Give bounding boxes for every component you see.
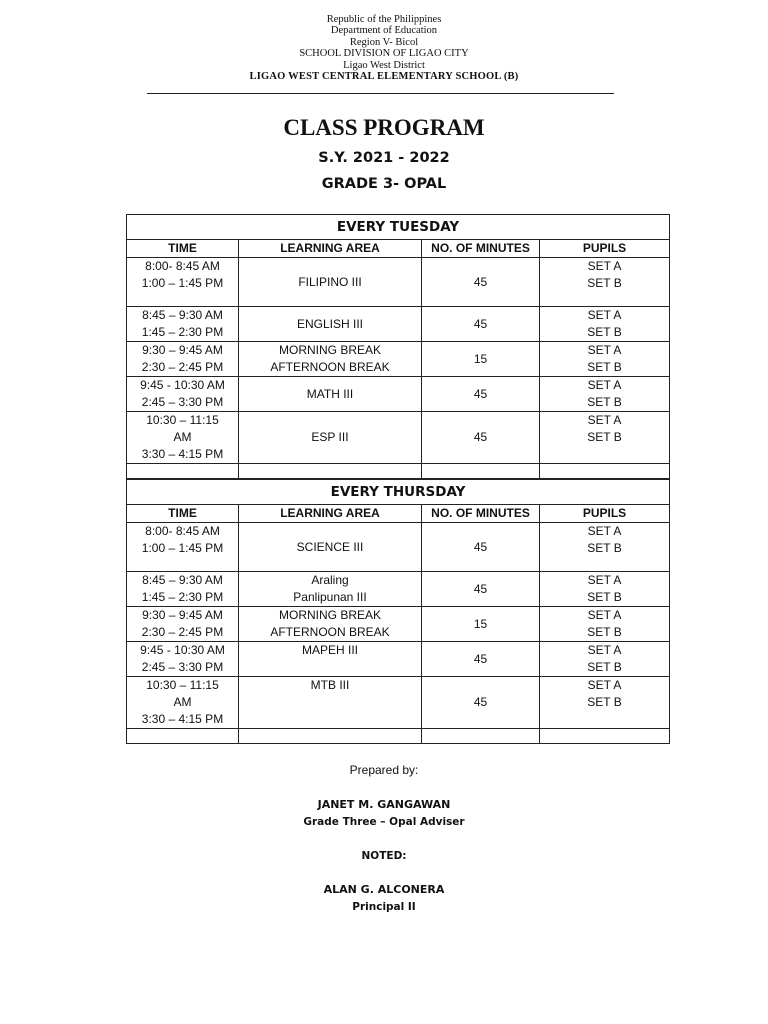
area-cell-line: MTB III xyxy=(310,678,350,692)
principal-role: Principal II xyxy=(352,901,416,913)
time-cell xyxy=(127,523,239,572)
time-cell xyxy=(127,258,239,307)
time-cell xyxy=(127,307,239,342)
minutes-cell-line: 45 xyxy=(473,581,488,596)
pupils-cell xyxy=(540,523,670,572)
pupils-cell xyxy=(540,412,670,464)
time-cell xyxy=(127,572,239,607)
time-cell-line: 1:45 – 2:30 PM xyxy=(141,590,224,604)
time-cell-line: 1:45 – 2:30 PM xyxy=(141,325,224,339)
minutes-cell-line: 45 xyxy=(473,316,488,331)
column-header-area: LEARNING AREA xyxy=(239,505,422,523)
table-row xyxy=(127,642,670,677)
pupils-cell-line: SET B xyxy=(587,625,622,639)
table-row xyxy=(127,572,670,607)
noted-label: NOTED: xyxy=(361,850,407,862)
time-cell-line: 10:30 – 11:15 xyxy=(146,413,219,427)
area-cell-line: MATH III xyxy=(306,386,354,401)
area-cell-line: SCIENCE III xyxy=(296,539,364,554)
area-cell-line: ESP III xyxy=(311,430,349,444)
blank-cell xyxy=(540,729,670,744)
area-cell-line: FILIPINO III xyxy=(298,274,362,289)
header-divider xyxy=(147,93,614,94)
blank-row xyxy=(127,729,670,744)
blank-cell xyxy=(422,729,540,744)
letterhead-line: Department of Education xyxy=(330,25,438,37)
pupils-cell-line: SET A xyxy=(587,643,622,657)
blank-cell xyxy=(239,729,422,744)
time-cell xyxy=(127,412,239,464)
area-cell-line: ENGLISH III xyxy=(296,316,364,331)
blank-cell xyxy=(127,464,239,479)
time-cell-line: 10:30 – 11:15 xyxy=(146,678,219,692)
time-cell-line: 2:45 – 3:30 PM xyxy=(141,395,224,409)
column-header-time: TIME xyxy=(127,505,239,523)
area-cell-line: MORNING BREAK xyxy=(278,608,381,622)
blank-cell xyxy=(127,729,239,744)
time-cell xyxy=(127,677,239,729)
pupils-cell-line: SET A xyxy=(587,308,622,322)
time-cell-line: AM xyxy=(173,430,192,444)
area-cell xyxy=(239,523,422,572)
table-row xyxy=(127,342,670,377)
time-cell-line: 8:00- 8:45 AM xyxy=(145,524,220,538)
column-header-time: TIME xyxy=(127,240,239,258)
time-cell-line: 1:00 – 1:45 PM xyxy=(141,276,224,290)
table-row xyxy=(127,523,670,572)
time-cell xyxy=(127,342,239,377)
letterhead-line: Region V- Bicol xyxy=(349,36,419,48)
schedule-body xyxy=(127,258,670,479)
area-cell xyxy=(239,412,422,464)
day-heading: EVERY THURSDAY xyxy=(127,480,670,505)
pupils-cell xyxy=(540,342,670,377)
area-cell xyxy=(239,307,422,342)
blank-cell xyxy=(540,464,670,479)
minutes-cell-line: 45 xyxy=(473,430,488,444)
minutes-cell-line: 45 xyxy=(473,651,488,666)
time-cell xyxy=(127,607,239,642)
day-heading: EVERY TUESDAY xyxy=(127,215,670,240)
minutes-cell xyxy=(422,377,540,412)
letterhead-line: Republic of the Philippines xyxy=(326,14,442,25)
time-cell-line: 9:30 – 9:45 AM xyxy=(142,608,223,622)
time-cell-line: AM xyxy=(173,695,192,709)
pupils-cell-line: SET B xyxy=(587,541,622,555)
pupils-cell xyxy=(540,677,670,729)
table-row xyxy=(127,607,670,642)
minutes-cell xyxy=(422,342,540,377)
pupils-cell xyxy=(540,377,670,412)
minutes-cell-line: 45 xyxy=(473,274,488,289)
adviser-role: Grade Three – Opal Adviser xyxy=(303,816,465,828)
minutes-cell xyxy=(422,642,540,677)
area-cell-line: AFTERNOON BREAK xyxy=(270,360,390,374)
pupils-cell-line: SET A xyxy=(587,608,622,622)
minutes-cell xyxy=(422,523,540,572)
area-cell-line: Panlipunan III xyxy=(293,590,367,604)
column-header-area: LEARNING AREA xyxy=(239,240,422,258)
school-name: LIGAO WEST CENTRAL ELEMENTARY SCHOOL (B) xyxy=(249,71,519,83)
pupils-cell-line: SET A xyxy=(587,573,622,587)
pupils-cell-line: SET A xyxy=(587,343,622,357)
pupils-cell-line: SET B xyxy=(587,590,622,604)
letterhead-line: SCHOOL DIVISION OF LIGAO CITY xyxy=(299,48,469,60)
time-cell-line: 2:45 – 3:30 PM xyxy=(141,660,224,674)
area-cell-line: Araling xyxy=(311,573,349,587)
minutes-cell-line: 45 xyxy=(473,386,488,401)
area-cell xyxy=(239,607,422,642)
area-cell xyxy=(239,572,422,607)
time-cell xyxy=(127,642,239,677)
letterhead-line: Ligao West District xyxy=(343,59,425,71)
blank-cell xyxy=(239,464,422,479)
table-row xyxy=(127,412,670,464)
time-cell-line: 8:00- 8:45 AM xyxy=(145,259,220,273)
time-cell-line: 9:30 – 9:45 AM xyxy=(142,343,223,357)
time-cell-line: 8:45 – 9:30 AM xyxy=(142,308,223,322)
blank-row xyxy=(127,464,670,479)
time-cell-line: 2:30 – 2:45 PM xyxy=(141,625,224,639)
time-cell-line: 8:45 – 9:30 AM xyxy=(142,573,223,587)
area-cell-line: AFTERNOON BREAK xyxy=(270,625,390,639)
pupils-cell-line: SET A xyxy=(587,413,622,427)
prepared-by-label: Prepared by: xyxy=(349,763,419,777)
time-cell xyxy=(127,377,239,412)
minutes-cell xyxy=(422,307,540,342)
area-cell xyxy=(239,677,422,729)
minutes-cell xyxy=(422,572,540,607)
table-row xyxy=(127,377,670,412)
pupils-cell xyxy=(540,307,670,342)
pupils-cell xyxy=(540,642,670,677)
pupils-cell-line: SET A xyxy=(587,678,622,692)
schedule-table-thursday xyxy=(126,479,670,744)
time-cell-line: 3:30 – 4:15 PM xyxy=(141,447,224,461)
pupils-cell-line: SET B xyxy=(587,430,622,444)
column-header-minutes: NO. OF MINUTES xyxy=(422,505,540,523)
area-cell xyxy=(239,258,422,307)
table-row xyxy=(127,677,670,729)
time-cell-line: 1:00 – 1:45 PM xyxy=(141,541,224,555)
area-cell xyxy=(239,642,422,677)
pupils-cell xyxy=(540,572,670,607)
pupils-cell-line: SET B xyxy=(587,325,622,339)
area-cell xyxy=(239,377,422,412)
school-year: S.Y. 2021 - 2022 xyxy=(318,150,450,166)
schedule-table-tuesday xyxy=(126,214,670,479)
schedule-body xyxy=(127,523,670,744)
time-cell-line: 9:45 - 10:30 AM xyxy=(140,378,225,392)
pupils-cell-line: SET A xyxy=(587,259,622,273)
minutes-cell-line: 15 xyxy=(473,351,488,366)
letterhead xyxy=(0,14,768,82)
pupils-cell-line: SET A xyxy=(587,378,622,392)
area-cell xyxy=(239,342,422,377)
pupils-cell xyxy=(540,607,670,642)
area-cell-line: MAPEH III xyxy=(301,643,358,657)
pupils-cell-line: SET A xyxy=(587,524,622,538)
minutes-cell xyxy=(422,412,540,464)
pupils-cell-line: SET B xyxy=(587,660,622,674)
blank-cell xyxy=(422,464,540,479)
principal-name: ALAN G. ALCONERA xyxy=(323,883,445,896)
area-cell-line: MORNING BREAK xyxy=(278,343,381,357)
table-row xyxy=(127,307,670,342)
pupils-cell-line: SET B xyxy=(587,695,622,709)
minutes-cell-line: 15 xyxy=(473,616,488,631)
pupils-cell-line: SET B xyxy=(587,276,622,290)
minutes-cell xyxy=(422,677,540,729)
time-cell-line: 2:30 – 2:45 PM xyxy=(141,360,224,374)
column-header-pupils: PUPILS xyxy=(540,240,670,258)
pupils-cell xyxy=(540,258,670,307)
adviser-name: JANET M. GANGAWAN xyxy=(317,798,451,811)
grade-section: GRADE 3- OPAL xyxy=(321,176,447,192)
table-row xyxy=(127,258,670,307)
minutes-cell-line: 45 xyxy=(473,695,488,709)
time-cell-line: 9:45 - 10:30 AM xyxy=(140,643,225,657)
pupils-cell-line: SET B xyxy=(587,395,622,409)
minutes-cell xyxy=(422,607,540,642)
minutes-cell xyxy=(422,258,540,307)
time-cell-line: 3:30 – 4:15 PM xyxy=(141,712,224,726)
pupils-cell-line: SET B xyxy=(587,360,622,374)
column-header-minutes: NO. OF MINUTES xyxy=(422,240,540,258)
page-title: CLASS PROGRAM xyxy=(283,115,485,140)
column-header-pupils: PUPILS xyxy=(540,505,670,523)
minutes-cell-line: 45 xyxy=(473,539,488,554)
